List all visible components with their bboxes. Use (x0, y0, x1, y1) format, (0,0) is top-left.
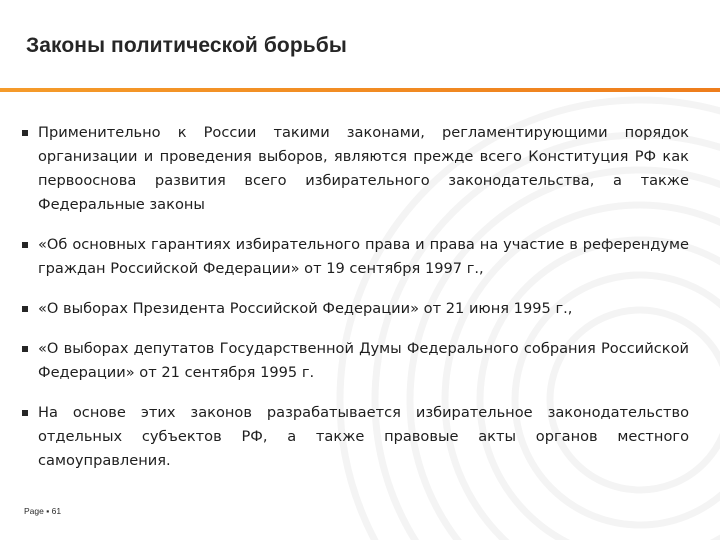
bullet-item (22, 121, 689, 217)
bullet-text: На основе этих законов разрабатывается избирательное законодательство отдельных субъектов РФ, а также правовые акты органов местного самоуправления. (38, 404, 689, 469)
square-bullet-icon (22, 306, 28, 312)
slide-title: Законы политической борьбы (26, 34, 347, 57)
bullet-text: «О выборах депутатов Государственной Думы Федерального собрания Российской Федерации» от 21 сентября 1995 г. (38, 340, 689, 381)
bullet-list (22, 121, 689, 489)
square-bullet-icon (22, 130, 28, 136)
bullet-item (22, 233, 689, 281)
orange-divider-bar (0, 88, 720, 92)
bullet-item (22, 337, 689, 385)
page-number: Page ▪ 61 (24, 506, 62, 516)
square-bullet-icon (22, 242, 28, 248)
square-bullet-icon (22, 410, 28, 416)
bullet-item (22, 401, 689, 473)
square-bullet-icon (22, 346, 28, 352)
bullet-text: «О выборах Президента Российской Федерации» от 21 июня 1995 г., (38, 300, 573, 317)
bullet-text: Применительно к России такими законами, регламентирующими порядок организации и проведения выборов, являются прежде всего Конституция РФ как первооснова развития всего избирательного законодательства, а также Федеральные законы (38, 124, 689, 213)
bullet-item (22, 297, 689, 321)
bullet-text: «Об основных гарантиях избирательного права и права на участие в референдуме граждан Российской Федерации» от 19 сентября 1997 г., (38, 236, 689, 277)
